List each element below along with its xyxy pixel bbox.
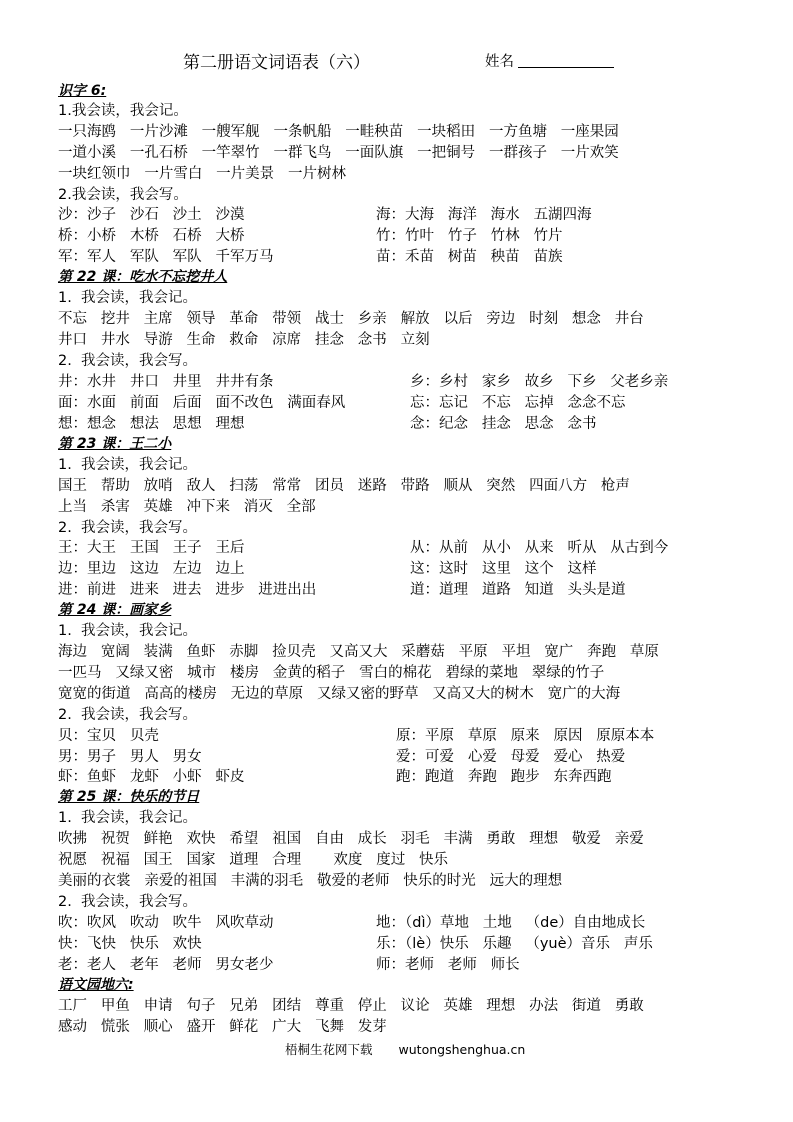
write-row-right: 师：老师 老师 师长 xyxy=(376,957,520,973)
write-row-right: 从：从前 从小 从来 听从 从古到今 xyxy=(410,540,669,556)
footer-url: wutongshenghua.cn xyxy=(398,1042,526,1057)
word-line: 感动 慌张 顺心 盛开 鲜花 广大 飞舞 发芽 xyxy=(58,1019,387,1035)
write-row-left: 吹：吹风 吹动 吹牛 风吹草动 xyxy=(58,915,274,931)
write-row xyxy=(58,205,592,225)
read-label: 1. 我会读，我会记。 xyxy=(58,810,198,826)
page-footer xyxy=(285,1040,525,1058)
word-line: 海边 宽阔 装满 鱼虾 赤脚 捡贝壳 又高又大 采蘑菇 平原 平坦 宽广 奔跑 草原 xyxy=(58,644,659,660)
write-row xyxy=(58,414,597,434)
word-line: 祝愿 祝福 国王 国家 道理 合理 欢度 度过 快乐 xyxy=(58,852,449,868)
write-row-left: 王：大王 王国 王子 王后 xyxy=(58,540,245,556)
write-row-right: 念：纪念 挂念 思念 念书 xyxy=(410,416,597,432)
read-label: 1. 我会读，我会记。 xyxy=(58,623,198,639)
write-row xyxy=(58,372,669,392)
section-heading-5: 第 25 课：快乐的节日 xyxy=(58,789,200,805)
write-row xyxy=(58,247,563,267)
write-row xyxy=(58,913,646,933)
word-line: 美丽的衣裳 亲爱的祖国 丰满的羽毛 敬爱的老师 快乐的时光 远大的理想 xyxy=(58,873,563,889)
word-line: 宽宽的街道 高高的楼房 无边的草原 又绿又密的野草 又高又大的树木 宽广的大海 xyxy=(58,686,621,702)
write-row-right: 乡：乡村 家乡 故乡 下乡 父老乡亲 xyxy=(410,374,669,390)
write-row-right: 地：（dì）草地 土地 （de）自由地成长 xyxy=(376,915,646,931)
write-row-left: 桥：小桥 木桥 石桥 大桥 xyxy=(58,228,245,244)
write-row-left: 军：军人 军队 军队 千军万马 xyxy=(58,249,274,265)
write-row-left: 老：老人 老年 老师 男女老少 xyxy=(58,957,274,973)
write-label: 2. 我会读，我会写。 xyxy=(58,520,198,536)
write-label: 2. 我会读，我会写。 xyxy=(58,707,198,723)
page-title: 第二册语文词语表（六） xyxy=(183,53,370,73)
footer-site-name: 梧桐生花网下载 xyxy=(285,1042,373,1057)
section-heading-2: 第 22 课：吃水不忘挖井人 xyxy=(58,269,228,285)
section-heading-1: 识字 6: xyxy=(58,83,107,99)
write-row-right: 这：这时 这里 这个 这样 xyxy=(410,561,597,577)
write-row-right: 爱：可爱 心爱 母爱 爱心 热爱 xyxy=(396,749,626,765)
write-row-right: 竹：竹叶 竹子 竹林 竹片 xyxy=(376,228,563,244)
read-label: 1. 我会读，我会记。 xyxy=(58,457,198,473)
write-row xyxy=(58,580,626,600)
write-row-left: 男：男子 男人 男女 xyxy=(58,749,202,765)
name-blank-line xyxy=(518,67,614,68)
write-row-right: 道：道理 道路 知道 头头是道 xyxy=(410,582,626,598)
word-line: 井口 井水 导游 生命 救命 凉席 挂念 念书 立刻 xyxy=(58,332,430,348)
write-row-right: 跑：跑道 奔跑 跑步 东奔西跑 xyxy=(396,769,612,785)
write-row-right: 忘：忘记 不忘 忘掉 念念不忘 xyxy=(410,395,626,411)
section-heading-4: 第 24 课：画家乡 xyxy=(58,602,172,618)
word-line: 吹拂 祝贺 鲜艳 欢快 希望 祖国 自由 成长 羽毛 丰满 勇敢 理想 敬爱 亲爱 xyxy=(58,831,644,847)
write-row-left: 沙：沙子 沙石 沙土 沙漠 xyxy=(58,207,245,223)
word-line: 一只海鸥 一片沙滩 一艘军舰 一条帆船 一畦秧苗 一块稻田 一方鱼塘 一座果园 xyxy=(58,124,619,140)
word-line: 国王 帮助 放哨 敌人 扫荡 常常 团员 迷路 带路 顺从 突然 四面八方 枪声 xyxy=(58,478,630,494)
write-row-right: 海：大海 海洋 海水 五湖四海 xyxy=(376,207,592,223)
write-row-left: 想：想念 想法 思想 理想 xyxy=(58,416,245,432)
write-row xyxy=(58,726,655,746)
word-line: 上当 杀害 英雄 冲下来 消灭 全部 xyxy=(58,499,316,515)
write-row xyxy=(58,538,669,558)
word-line: 工厂 甲鱼 申请 句子 兄弟 团结 尊重 停止 议论 英雄 理想 办法 街道 勇敢 xyxy=(58,998,644,1014)
word-line: 不忘 挖井 主席 领导 革命 带领 战士 乡亲 解放 以后 旁边 时刻 想念 井台 xyxy=(58,311,644,327)
name-label: 姓名 xyxy=(485,54,514,70)
write-row xyxy=(58,747,626,767)
write-row-left: 井：水井 井口 井里 井井有条 xyxy=(58,374,274,390)
write-row xyxy=(58,559,597,579)
write-row xyxy=(58,934,653,954)
write-row-right: 乐：（lè）快乐 乐趣 （yuè）音乐 声乐 xyxy=(376,936,653,952)
write-row-left: 贝：宝贝 贝壳 xyxy=(58,728,159,744)
write-row xyxy=(58,393,626,413)
section-heading-6: 语文园地六: xyxy=(58,977,134,993)
word-line: 一道小溪 一孔石桥 一竿翠竹 一群飞鸟 一面队旗 一把铜号 一群孩子 一片欢笑 xyxy=(58,145,619,161)
write-row-right: 苗：禾苗 树苗 秧苗 苗族 xyxy=(376,249,563,265)
write-row-left: 虾：鱼虾 龙虾 小虾 虾皮 xyxy=(58,769,245,785)
read-label: 1. 我会读，我会记。 xyxy=(58,290,198,306)
write-row-left: 快：飞快 快乐 欢快 xyxy=(58,936,202,952)
write-label: 2.我会读，我会写。 xyxy=(58,187,188,203)
write-label: 2. 我会读，我会写。 xyxy=(58,353,198,369)
section-heading-3: 第 23 课：王二小 xyxy=(58,436,172,452)
read-label: 1.我会读，我会记。 xyxy=(58,103,188,119)
write-label: 2. 我会读，我会写。 xyxy=(58,894,198,910)
write-row xyxy=(58,955,520,975)
write-row-left: 边：里边 这边 左边 边上 xyxy=(58,561,245,577)
write-row-right: 原：平原 草原 原来 原因 原原本本 xyxy=(396,728,655,744)
word-line: 一块红领巾 一片雪白 一片美景 一片树林 xyxy=(58,166,346,182)
write-row-left: 进：前进 进来 进去 进步 进进出出 xyxy=(58,582,317,598)
write-row-left: 面：水面 前面 后面 面不改色 满面春风 xyxy=(58,395,346,411)
write-row xyxy=(58,226,563,246)
page-header xyxy=(0,48,793,72)
word-line: 一匹马 又绿又密 城市 楼房 金黄的稻子 雪白的棉花 碧绿的菜地 翠绿的竹子 xyxy=(58,665,605,681)
write-row xyxy=(58,767,612,787)
